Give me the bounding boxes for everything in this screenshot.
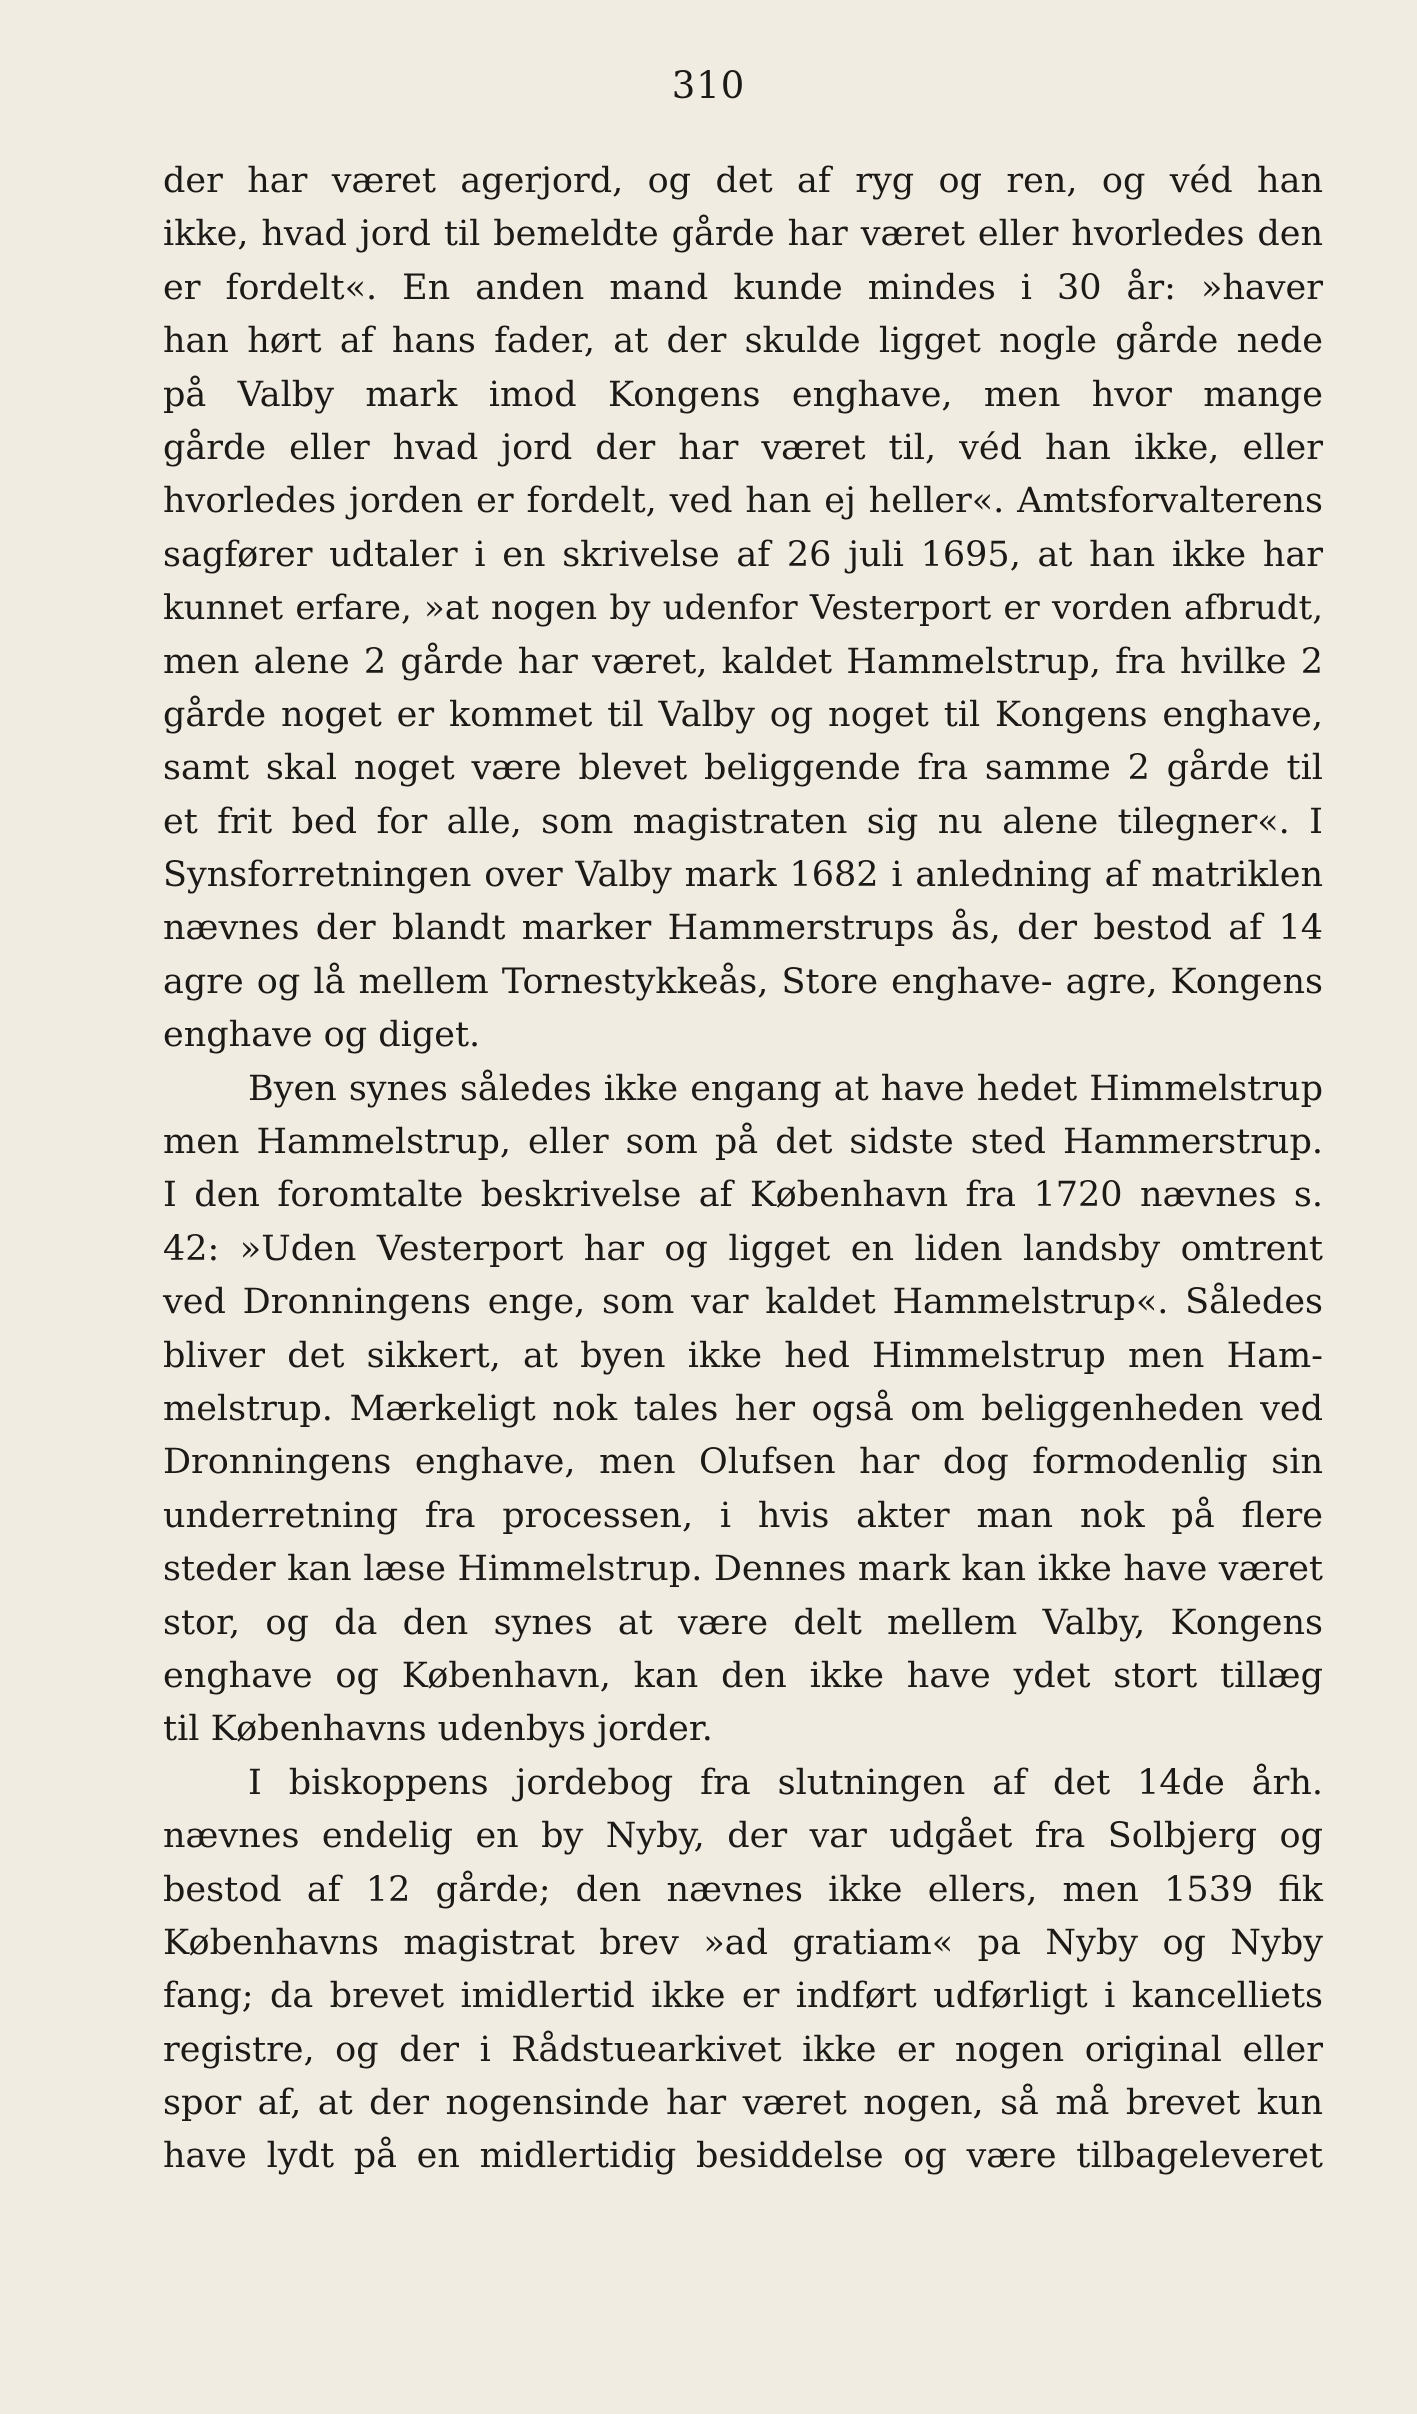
text-line: 42: »Uden Vesterport har og ligget en liden landsby omtrent: [163, 1228, 1323, 1269]
paragraph-start-line: Byen synes således ikke engang at have hedet Himmelstrup: [248, 1068, 1323, 1109]
text-line: kunnet erfare, »at nogen by udenfor Vesterport er vorden afbrudt,: [163, 588, 1323, 629]
paragraph-end-line: til Københavns udenbys jorder.: [163, 1709, 713, 1750]
text-line: underretning fra processen, i hvis akter man nok på flere: [163, 1495, 1323, 1536]
text-line: men alene 2 gårde har været, kaldet Hammelstrup, fra hvilke 2: [163, 641, 1323, 682]
text-line: nævnes der blandt marker Hammerstrups ås, der bestod af 14: [163, 908, 1323, 949]
paragraph-start-line: I biskoppens jordebog fra slutningen af det 14de årh.: [248, 1762, 1323, 1803]
text-line: der har været agerjord, og det af ryg og ren, og véd han: [163, 161, 1323, 201]
body-text: [163, 155, 1323, 2184]
text-line: nævnes endelig en by Nyby, der var udgået fra Solbjerg og: [163, 1816, 1323, 1857]
text-line: have lydt på en midlertidig besiddelse og være tilbageleveret: [163, 2136, 1323, 2177]
text-line: gårde noget er kommet til Valby og noget til Kongens enghave,: [163, 694, 1323, 735]
paragraph-end-line: enghave og diget.: [163, 1015, 481, 1056]
text-line: spor af, at der nogensinde har været nogen, så må brevet kun: [163, 2083, 1323, 2124]
page-number: 310: [671, 64, 746, 107]
text-line: stor, og da den synes at være delt mellem Valby, Kongens: [163, 1602, 1323, 1643]
text-line: sagfører udtaler i en skrivelse af 26 juli 1695, at han ikke har: [163, 534, 1323, 575]
text-line: I den foromtalte beskrivelse af København fra 1720 nævnes s.: [163, 1175, 1323, 1216]
text-line: samt skal noget være blevet beliggende fra samme 2 gårde til: [163, 748, 1323, 789]
text-line: på Valby mark imod Kongens enghave, men hvor mange: [163, 374, 1323, 415]
text-line: gårde eller hvad jord der har været til, véd han ikke, eller: [163, 427, 1323, 468]
text-line: bliver det sikkert, at byen ikke hed Himmelstrup men Ham-: [163, 1335, 1323, 1376]
text-line: Københavns magistrat brev »ad gratiam« pa Nyby og Nyby: [163, 1922, 1323, 1963]
text-line: er fordelt«. En anden mand kunde mindes i 30 år: »haver: [163, 267, 1323, 308]
text-line: ikke, hvad jord til bemeldte gårde har været eller hvorledes den: [163, 214, 1323, 255]
text-line: han hørt af hans fader, at der skulde ligget nogle gårde nede: [163, 321, 1323, 362]
text-line: enghave og København, kan den ikke have ydet stort tillæg: [163, 1655, 1323, 1696]
text-line: ved Dronningens enge, som var kaldet Hammelstrup«. Således: [163, 1282, 1323, 1323]
text-line: agre og lå mellem Tornestykkeås, Store enghave- agre, Kongens: [163, 961, 1323, 1002]
text-line: bestod af 12 gårde; den nævnes ikke ellers, men 1539 fik: [163, 1869, 1323, 1910]
text-line: men Hammelstrup, eller som på det sidste sted Hammerstrup.: [163, 1122, 1323, 1163]
text-line: hvorledes jorden er fordelt, ved han ej heller«. Amtsforvalterens: [163, 481, 1323, 522]
text-line: et frit bed for alle, som magistraten sig nu alene tilegner«. I: [163, 801, 1323, 842]
text-line: fang; da brevet imidlertid ikke er indført udførligt i kancelliets: [163, 1976, 1323, 2017]
text-line: Synsforretningen over Valby mark 1682 i anledning af matriklen: [163, 855, 1323, 896]
text-line: steder kan læse Himmelstrup. Dennes mark kan ikke have været: [163, 1549, 1323, 1590]
text-line: Dronningens enghave, men Olufsen har dog formodenlig sin: [163, 1442, 1323, 1483]
text-line: melstrup. Mærkeligt nok tales her også om beliggenheden ved: [163, 1388, 1323, 1429]
text-line: registre, og der i Rådstuearkivet ikke er nogen original eller: [163, 2029, 1323, 2070]
